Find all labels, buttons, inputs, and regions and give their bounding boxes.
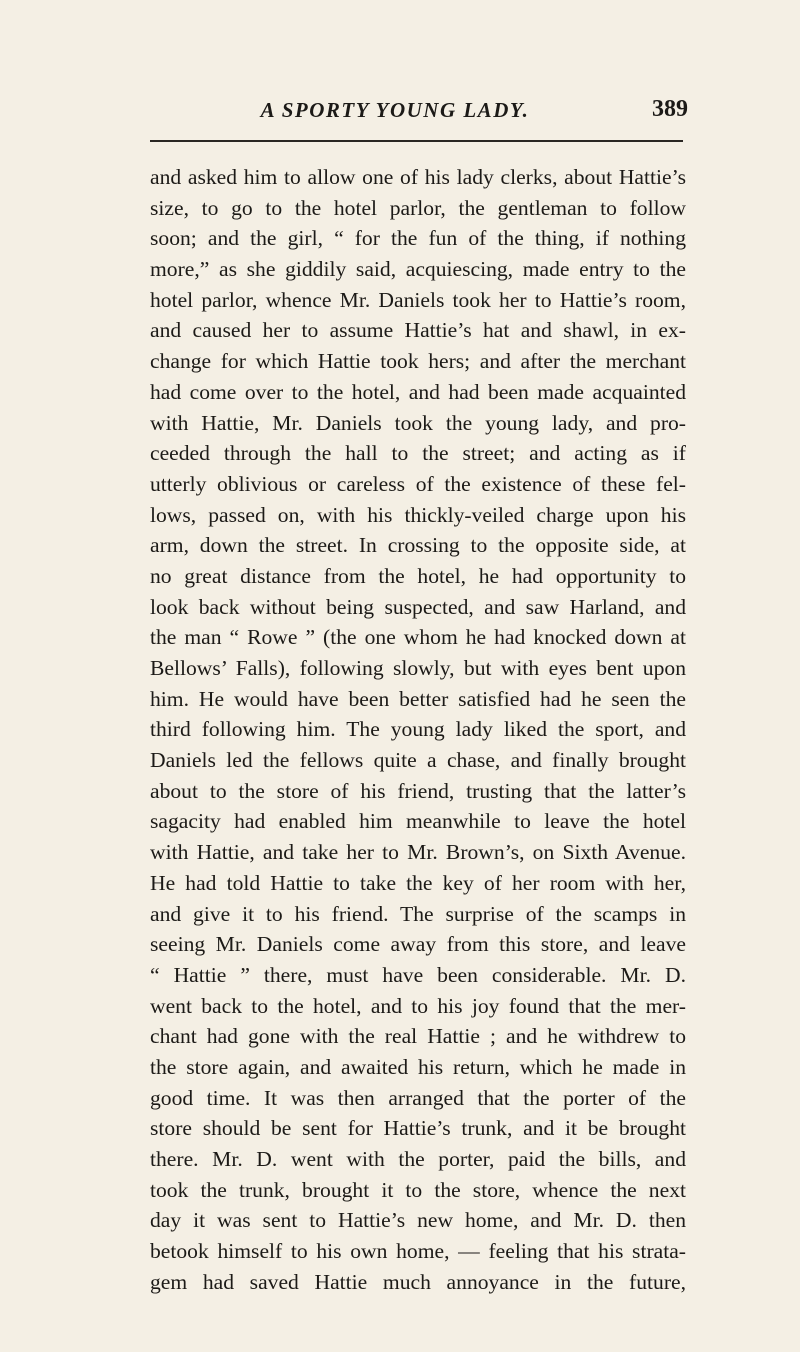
text-line: and caused her to assume Hattie’s hat and shawl, in ex- xyxy=(150,318,686,343)
text-line: with Hattie, and take her to Mr. Brown’s, on Sixth Avenue. xyxy=(150,840,686,865)
text-line: look back without being suspected, and saw Harland, and xyxy=(150,594,686,619)
text-line: went back to the hotel, and to his joy found that the mer- xyxy=(150,993,686,1018)
text-line: arm, down the street. In crossing to the opposite side, at xyxy=(150,533,686,558)
text-line: about to the store of his friend, trusting that the latter’s xyxy=(150,778,686,803)
text-line: betook himself to his own home, — feeling that his strata- xyxy=(150,1239,686,1264)
page-number: 389 xyxy=(652,96,688,122)
text-line: the store again, and awaited his return, which he made in xyxy=(150,1054,686,1079)
text-line: and give it to his friend. The surprise of the scamps in xyxy=(150,901,686,926)
text-line: good time. It was then arranged that the porter of the xyxy=(150,1085,686,1110)
text-line: Daniels led the fellows quite a chase, and finally brought xyxy=(150,748,686,773)
running-title: A SPORTY YOUNG LADY. xyxy=(260,98,530,122)
text-line: with Hattie, Mr. Daniels took the young lady, and pro- xyxy=(150,410,686,435)
text-line: store should be sent for Hattie’s trunk, and it be brought xyxy=(150,1116,686,1141)
text-line: him. He would have been better satisfied had he seen the xyxy=(150,686,686,711)
text-line: seeing Mr. Daniels come away from this store, and leave xyxy=(150,932,686,957)
text-line: had come over to the hotel, and had been made acquainted xyxy=(150,379,686,404)
text-line: and asked him to allow one of his lady clerks, about Hattie’s xyxy=(150,165,686,189)
text-line: lows, passed on, with his thickly-veiled charge upon his xyxy=(150,502,686,527)
text-line: third following him. The young lady liked the sport, and xyxy=(150,717,686,742)
text-line: took the trunk, brought it to the store, whence the next xyxy=(150,1177,686,1202)
body-text xyxy=(150,162,686,1297)
text-line: utterly oblivious or careless of the existence of these fel- xyxy=(150,471,686,496)
header-rule xyxy=(150,140,683,142)
text-line: no great distance from the hotel, he had opportunity to xyxy=(150,563,686,588)
text-line: soon; and the girl, “ for the fun of the thing, if nothing xyxy=(150,226,686,251)
text-line: size, to go to the hotel parlor, the gentleman to follow xyxy=(150,195,686,220)
text-line: Bellows’ Falls), following slowly, but with eyes bent upon xyxy=(150,656,686,680)
text-line: gem had saved Hattie much annoyance in the future, xyxy=(150,1269,686,1294)
text-line: sagacity had enabled him meanwhile to leave the hotel xyxy=(150,809,686,834)
text-line: hotel parlor, whence Mr. Daniels took her to Hattie’s room, xyxy=(150,287,686,312)
text-line: more,” as she giddily said, acquiescing, made entry to the xyxy=(150,257,686,282)
text-line: ceeded through the hall to the street; and acting as if xyxy=(150,441,686,466)
text-line: day it was sent to Hattie’s new home, and Mr. D. then xyxy=(150,1208,686,1233)
text-line: “ Hattie ” there, must have been considerable. Mr. D. xyxy=(150,962,686,987)
text-line: chant had gone with the real Hattie ; and he withdrew to xyxy=(150,1024,686,1049)
text-line: the man “ Rowe ” (the one whom he had knocked down at xyxy=(150,625,686,650)
text-line: there. Mr. D. went with the porter, paid the bills, and xyxy=(150,1147,686,1171)
text-line: He had told Hattie to take the key of her room with her, xyxy=(150,870,686,895)
text-line: change for which Hattie took hers; and after the merchant xyxy=(150,349,686,374)
